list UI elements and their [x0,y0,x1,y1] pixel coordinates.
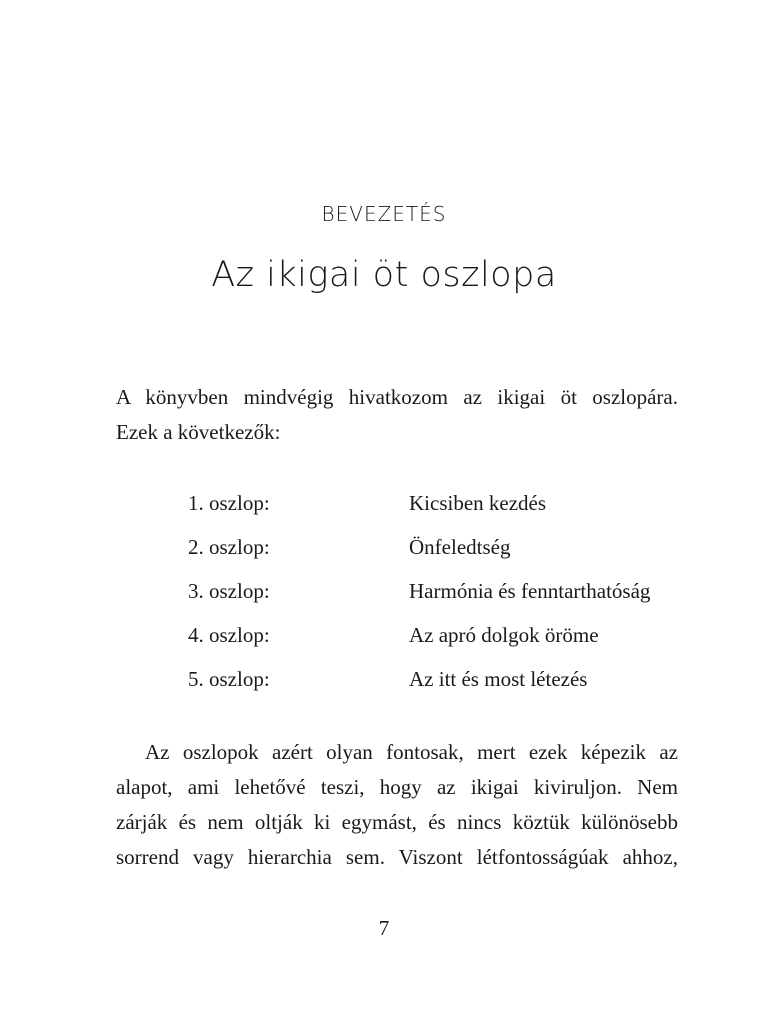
intro-line: A könyvben mindvégig hivatkozom az ikigai öt oszlopára. [116,385,678,409]
pillar-number: 1. oszlop: [188,491,270,515]
pillar-name: Önfeledtség [409,535,511,559]
intro-paragraph [116,380,678,450]
pillar-name: Az apró dolgok öröme [409,623,599,647]
body-line: Az oszlopok azért olyan fontosak, mert ezek képezik az [145,740,678,764]
pillar-name: Harmónia és fenntarthatóság [409,579,651,603]
body-line: sorrend vagy hierarchia sem. Viszont létfontosságúak ahhoz, [116,845,678,869]
pillar-name: Kicsiben kezdés [409,491,547,515]
pillar-item [0,574,768,618]
body-line: alapot, ami lehetővé teszi, hogy az ikigai kiviruljon. Nem [116,775,678,799]
pillar-number: 4. oszlop: [188,623,270,647]
pillar-number: 2. oszlop: [188,535,270,559]
chapter-kicker: BEVEZETÉS [321,202,447,226]
pillar-item [0,486,768,530]
body-paragraph [116,735,678,875]
pillar-name: Az itt és most létezés [409,667,588,691]
pillar-list [0,486,768,706]
pillar-number: 3. oszlop: [188,579,270,603]
pillar-item [0,662,768,706]
intro-line: Ezek a következők: [116,420,281,444]
body-line: zárják és nem oltják ki egymást, és nincs köztük különösebb [116,810,678,834]
pillar-item [0,618,768,662]
chapter-title: Az ikigai öt oszlopa [211,255,557,295]
pillar-item [0,530,768,574]
pillar-number: 5. oszlop: [188,667,270,691]
page-number: 7 [378,916,390,940]
